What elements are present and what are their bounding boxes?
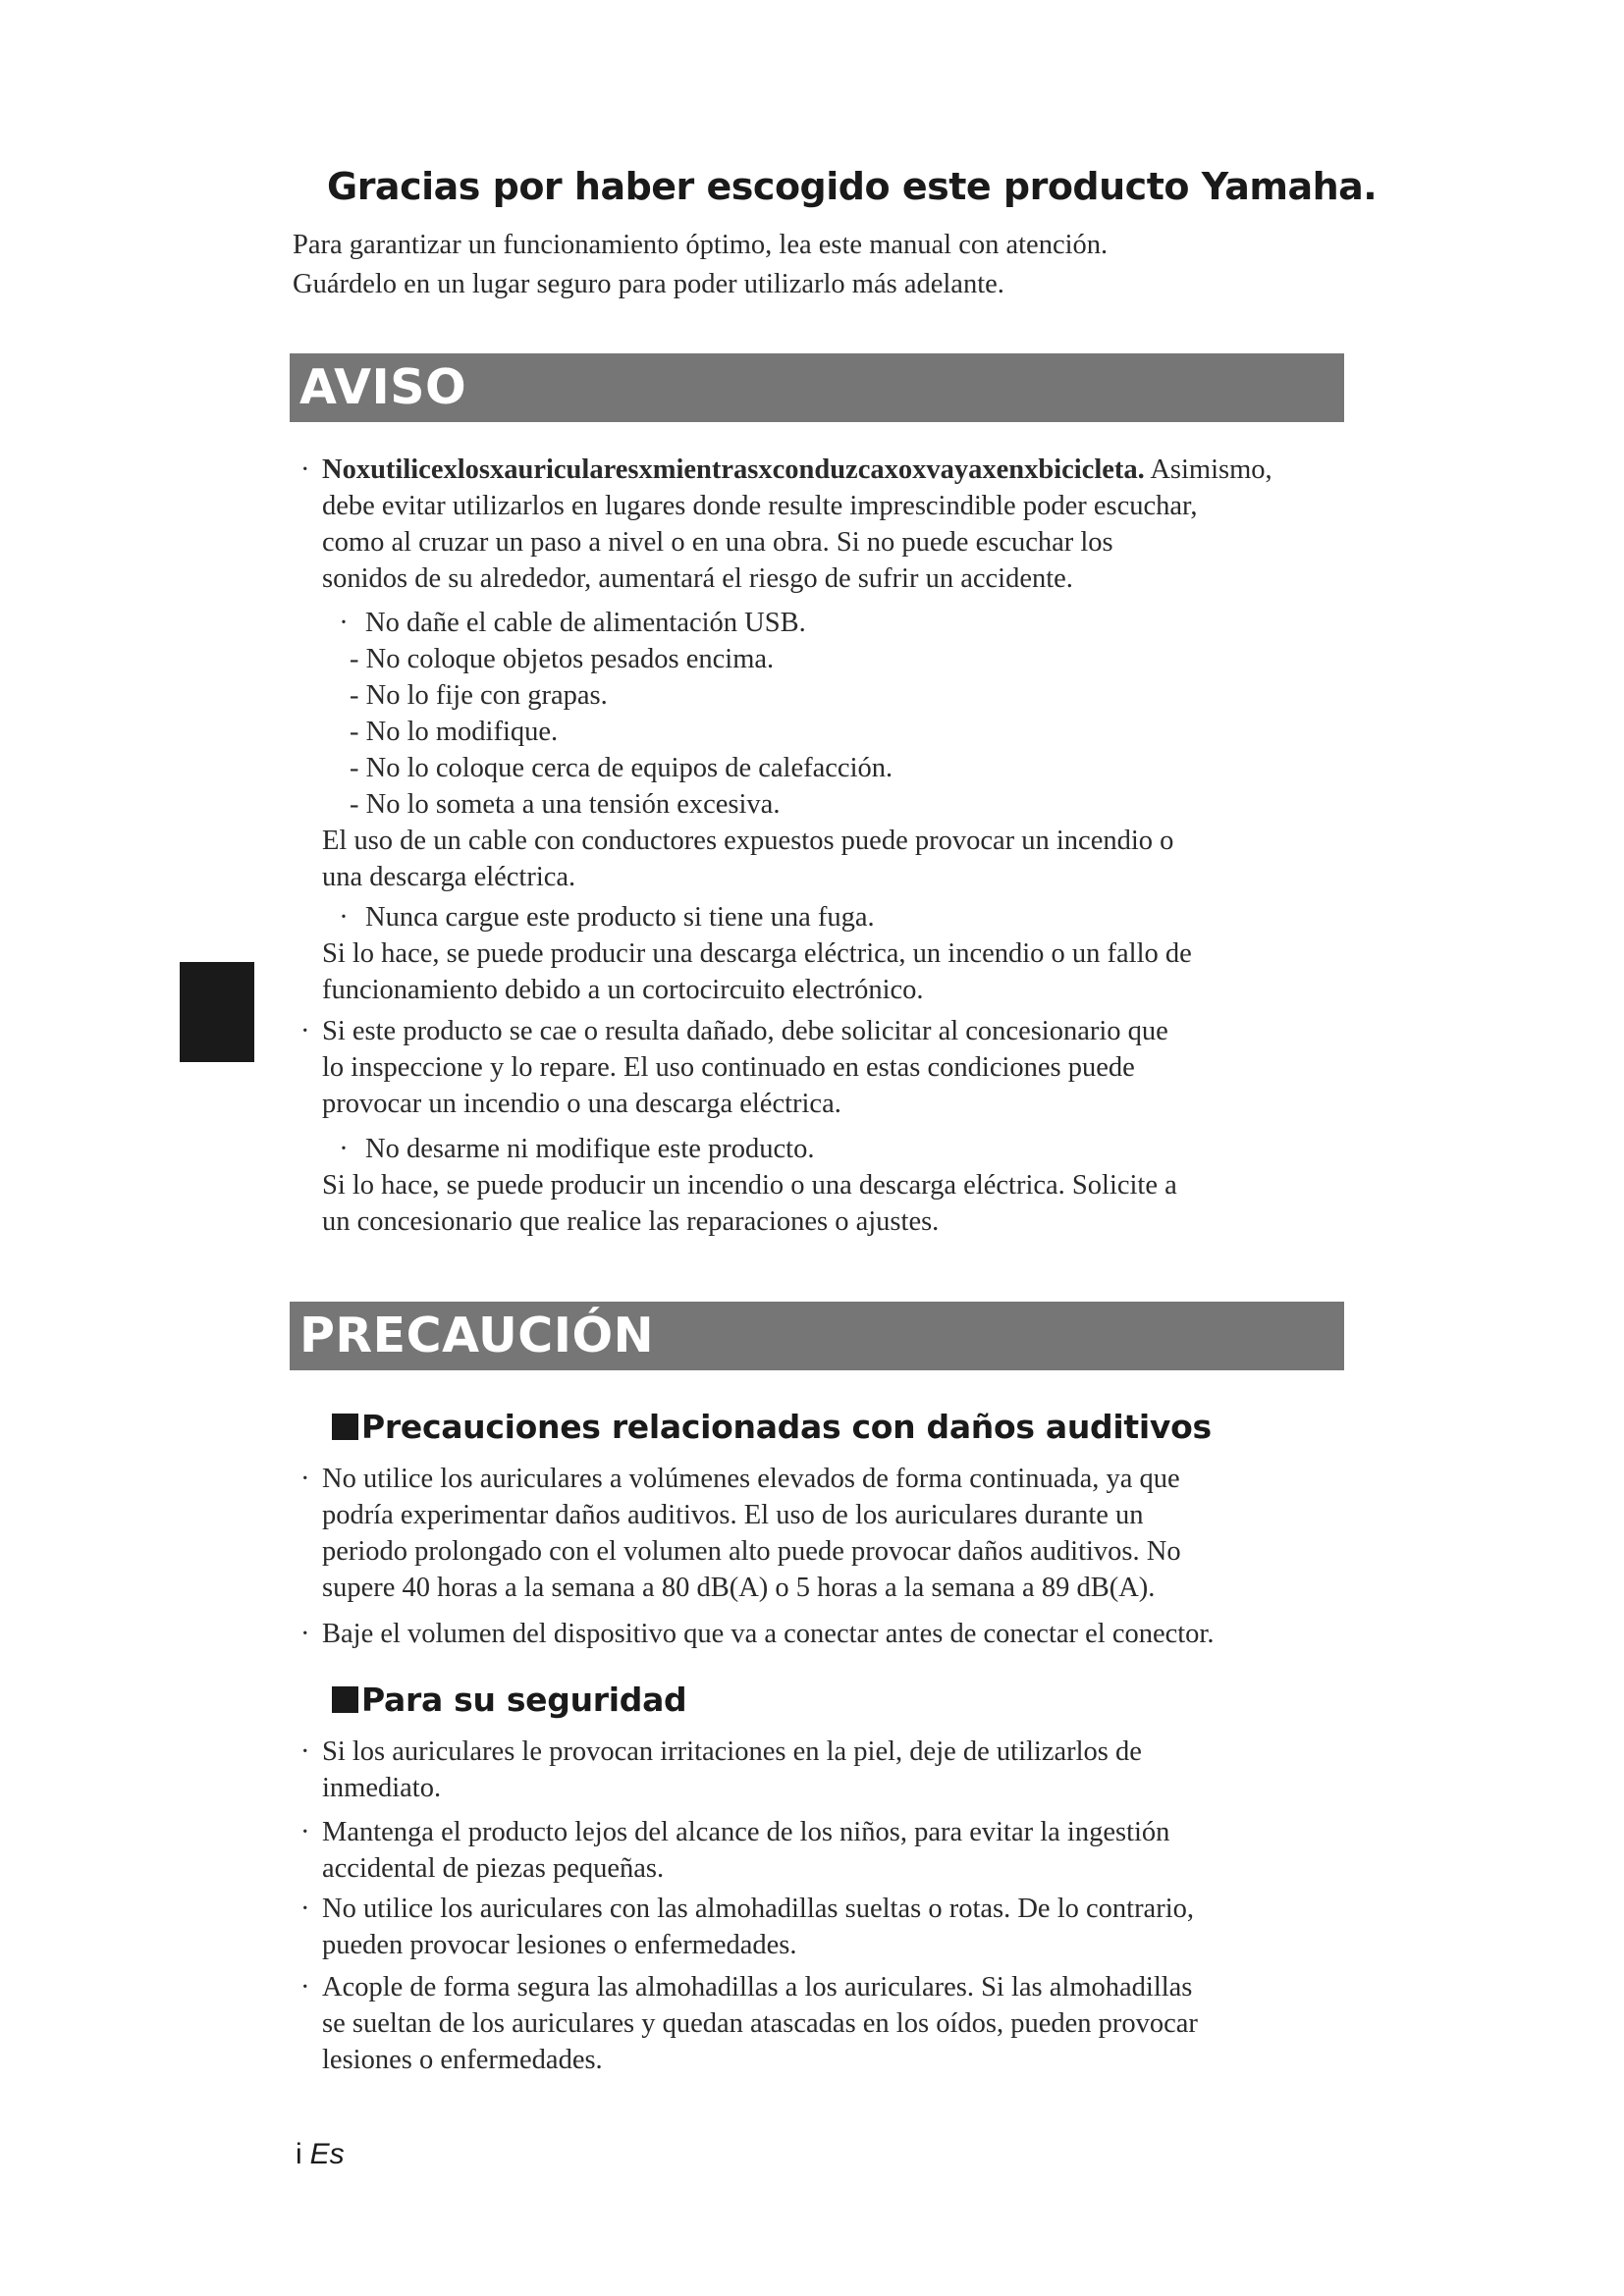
sub-item: - No lo modifique. xyxy=(350,717,559,747)
subsection-heading-text: Precauciones relacionadas con daños auditivos xyxy=(361,1408,1212,1446)
text-line: funcionamiento debido a un cortocircuito electrónico. xyxy=(322,975,924,1005)
aviso-item-5: · No desarme ni modifique este producto. Si lo hace, se puede producir un incendio o una descarga eléctrica. Solicite a un concesionario que realice las reparaciones o ajustes. xyxy=(300,1131,1177,1240)
text-line: lo inspeccione y lo repare. El uso continuado en estas condiciones puede xyxy=(322,1052,1135,1083)
aviso-item-5-head: No desarme ni modifique este producto. xyxy=(365,1134,815,1164)
intro-line: Guárdelo en un lugar seguro para poder utilizarlo más adelante. xyxy=(293,269,1004,299)
page-title: Gracias por haber escogido este producto Yamaha. xyxy=(327,165,1378,208)
sub-item: - No lo fije con grapas. xyxy=(350,680,608,711)
text-line: accidental de piezas pequeñas. xyxy=(322,1853,665,1884)
text-line: No utilice los auriculares con las almohadillas sueltas o rotas. De lo contrario, xyxy=(322,1894,1194,1924)
precaucion-safety-item-4: · Acople de forma segura las almohadillas a los auriculares. Si las almohadillas se sueltan de los auriculares y quedan atascadas en los oídos, pueden provocar lesiones o enfermedades. xyxy=(300,1969,1198,2078)
aviso-item-1: · Noxutilicexlosxauricularesxmientrasxconduzcaxoxvayaxenxbicicleta. Asimismo, debe evitar utilizarlos en lugares donde resulte imprescindible poder escuchar, como al cruzar un paso a nivel o en una obra. Si no puede escuchar los sonidos de su alrededor, aumentará el riesgo de sufrir un accidente. xyxy=(300,452,1272,597)
page-footer xyxy=(296,2138,345,2171)
text-line: sonidos de su alrededor, aumentará el riesgo de sufrir un accidente. xyxy=(322,563,1073,594)
subsection-heading-safety xyxy=(332,1681,686,1719)
text-line: podría experimentar daños auditivos. El uso de los auriculares durante un xyxy=(322,1500,1144,1530)
text-line: El uso de un cable con conductores expuestos puede provocar un incendio o xyxy=(322,826,1174,856)
text-line: Si los auriculares le provocan irritaciones en la piel, deje de utilizarlos de xyxy=(322,1736,1142,1767)
text-line: supere 40 horas a la semana a 80 dB(A) o 5 horas a la semana a 89 dB(A). xyxy=(322,1573,1156,1603)
intro-paragraph xyxy=(293,226,1108,304)
sub-item: - No lo someta a una tensión excesiva. xyxy=(350,789,781,820)
precaucion-safety-item-2: · Mantenga el producto lejos del alcance de los niños, para evitar la ingestión accidental de piezas pequeñas. xyxy=(300,1814,1169,1887)
aviso-section-header: AVISO xyxy=(290,353,1344,422)
text-line: provocar un incendio o una descarga eléctrica. xyxy=(322,1089,841,1119)
aviso-item-2-head: No dañe el cable de alimentación USB. xyxy=(365,608,806,638)
precaucion-safety-item-3: · No utilice los auriculares con las almohadillas sueltas o rotas. De lo contrario, pueden provocar lesiones o enfermedades. xyxy=(300,1891,1194,1963)
subsection-heading-hearing xyxy=(332,1408,1212,1446)
aviso-item-1-bold: Noxutilicexlosxauricularesxmientrasxconduzcaxoxvayaxenxbicicleta. xyxy=(322,454,1145,485)
intro-line: Para garantizar un funcionamiento óptimo, lea este manual con atención. xyxy=(293,230,1109,260)
text-line: Si este producto se cae o resulta dañado, debe solicitar al concesionario que xyxy=(322,1016,1168,1046)
text-line: Mantenga el producto lejos del alcance de los niños, para evitar la ingestión xyxy=(322,1817,1170,1847)
aviso-item-1-text: Asimismo, xyxy=(1144,454,1272,485)
text-line: pueden provocar lesiones o enfermedades. xyxy=(322,1930,797,1960)
text-line: se sueltan de los auriculares y quedan atascadas en los oídos, pueden provocar xyxy=(322,2008,1198,2039)
precaucion-safety-item-1: · Si los auriculares le provocan irritaciones en la piel, deje de utilizarlos de inmediato. xyxy=(300,1734,1142,1806)
page-number: i xyxy=(296,2138,302,2170)
precaucion-hearing-item-2: · Baje el volumen del dispositivo que va a conectar antes de conectar el conector. xyxy=(300,1619,1215,1649)
text-line: Si lo hace, se puede producir una descarga eléctrica, un incendio o un fallo de xyxy=(322,938,1192,969)
text-line: un concesionario que realice las reparaciones o ajustes. xyxy=(322,1206,940,1237)
aviso-item-3-head: Nunca cargue este producto si tiene una fuga. xyxy=(365,902,875,933)
aviso-item-3: · Nunca cargue este producto si tiene una fuga. Si lo hace, se puede producir una descarga eléctrica, un incendio o un fallo de funcionamiento debido a un cortocircuito electrónico. xyxy=(300,899,1192,1008)
aviso-item-4: · Si este producto se cae o resulta dañado, debe solicitar al concesionario que lo inspeccione y lo repare. El uso continuado en estas condiciones puede provocar un incendio o una descarga eléctrica. xyxy=(300,1013,1168,1122)
text-line: lesiones o enfermedades. xyxy=(322,2045,603,2075)
text-line: periodo prolongado con el volumen alto puede provocar daños auditivos. No xyxy=(322,1536,1181,1567)
sub-item: - No lo coloque cerca de equipos de calefacción. xyxy=(350,753,893,783)
text-line: inmediato. xyxy=(322,1773,442,1803)
precaucion-section-header: PRECAUCIÓN xyxy=(290,1302,1344,1370)
text-line: Acople de forma segura las almohadillas a los auriculares. Si las almohadillas xyxy=(322,1972,1193,2002)
text-line: Baje el volumen del dispositivo que va a conectar antes de conectar el conector. xyxy=(322,1619,1215,1649)
subsection-heading-text: Para su seguridad xyxy=(361,1681,687,1719)
text-line: Si lo hace, se puede producir un incendio o una descarga eléctrica. Solicite a xyxy=(322,1170,1177,1201)
language-code: Es xyxy=(309,2138,345,2170)
text-line: No utilice los auriculares a volúmenes elevados de forma continuada, ya que xyxy=(322,1464,1180,1494)
text-line: como al cruzar un paso a nivel o en una obra. Si no puede escuchar los xyxy=(322,527,1113,558)
text-line: una descarga eléctrica. xyxy=(322,862,576,892)
precaucion-hearing-item-1: · No utilice los auriculares a volúmenes elevados de forma continuada, ya que podría experimentar daños auditivos. El uso de los auriculares durante un periodo prolongado con el volumen alto puede provocar daños auditivos. No supere 40 horas a la semana a 80 dB(A) o 5 horas a la semana a 89 dB(A). xyxy=(300,1461,1181,1606)
text-line: debe evitar utilizarlos en lugares donde resulte imprescindible poder escuchar, xyxy=(322,491,1198,521)
square-bullet-icon xyxy=(332,1686,358,1713)
aviso-item-2: · No dañe el cable de alimentación USB. - No coloque objetos pesados encima. - No lo fije con grapas. - No lo modifique. - No lo coloque cerca de equipos de calefacción. - No lo someta a una tensión excesiva. El uso de un cable con conductores expuestos puede provocar un incendio o una descarga eléctrica. xyxy=(300,605,1173,895)
language-thumb-tab xyxy=(180,962,254,1062)
sub-item: - No coloque objetos pesados encima. xyxy=(350,644,775,674)
square-bullet-icon xyxy=(332,1414,358,1440)
